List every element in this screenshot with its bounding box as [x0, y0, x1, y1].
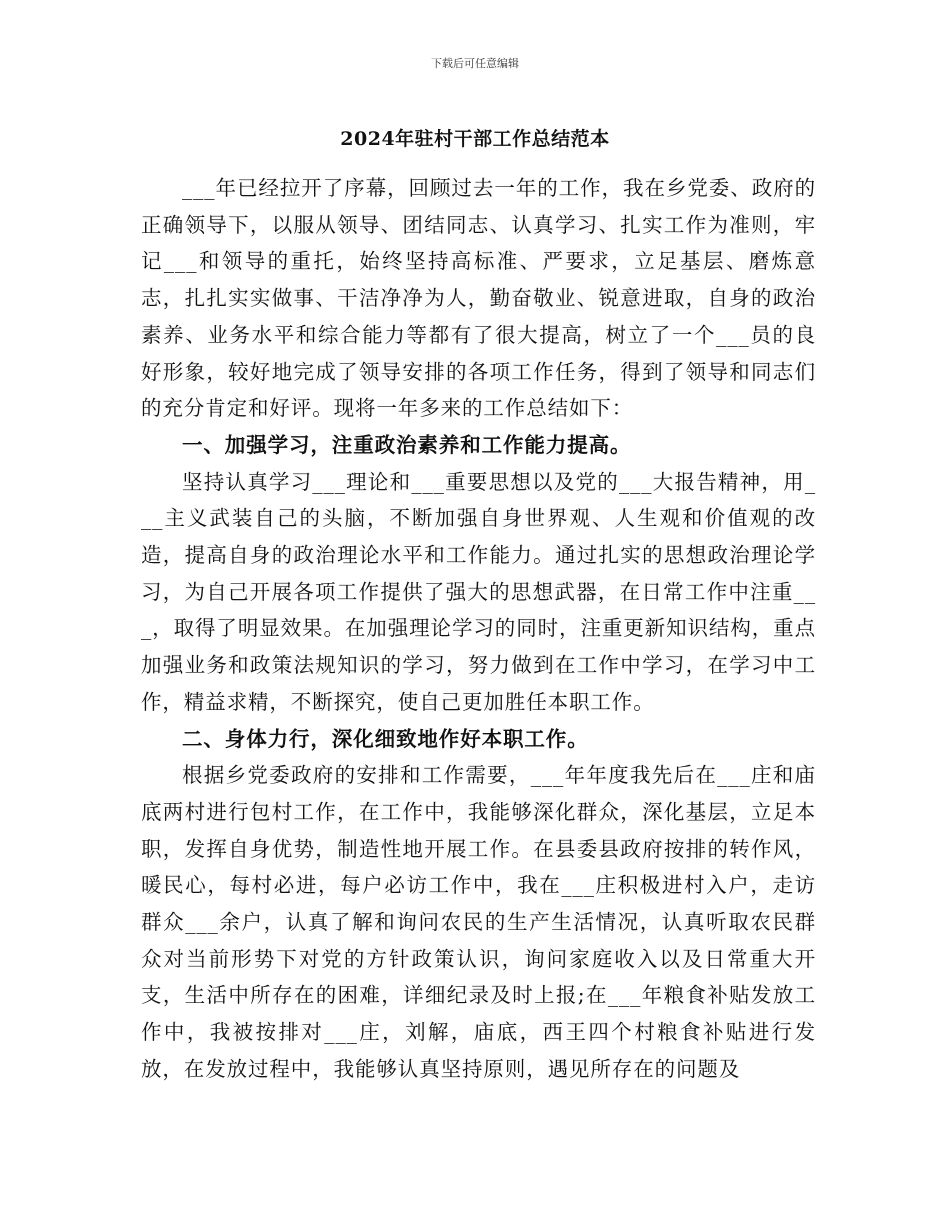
section-heading-1: 一、加强学习，注重政治素养和工作能力提高。 [182, 432, 632, 457]
section-1-paragraph: 坚持认真学习___理论和___重要思想以及党的___大报告精神，用___主义武装自己的头脑，不断加强自身世界观、人生观和价值观的改造，提高自身的政治理论水平和工作能力。通过扎实的思想政治理论学习，为自己开展各项工作提供了强大的思想武器，在日常工作中注重___，取得了明显效果。在加强理论学习的同时，注重更新知识结构，重点加强业务和政策法规知识的学习，努力做到在工作中学习，在学习中工作，精益求精，不断探究，使自己更加胜任本职工作。 [141, 469, 816, 714]
section-2-paragraph: 根据乡党委政府的安排和工作需要，___年年度我先后在___庄和庙底两村进行包村工作，在工作中，我能够深化群众，深化基层，立足本职，发挥自身优势，制造性地开展工作。在县委县政府按排的转作风，暖民心，每村必进，每户必访工作中，我在___庄积极进村入户，走访群众___余户，认真了解和询问农民的生产生活情况，认真听取农民群众对当前形势下对党的方针政策认识，询问家庭收入以及日常重大开支，生活中所存在的困难，详细纪录及时上报;在___年粮食补贴发放工作中，我被按排对___庄，刘解，庙底，西王四个村粮食补贴进行发放，在发放过程中，我能够认真坚持原则，遇见所存在的问题及 [141, 763, 816, 1081]
header-note: 下载后可任意编辑 [431, 57, 519, 70]
intro-paragraph: ___年已经拉开了序幕，回顾过去一年的工作，我在乡党委、政府的正确领导下，以服从领导、团结同志、认真学习、扎实工作为准则，牢记___和领导的重托，始终坚持高标准、严要求，立足基层、磨炼意志，扎扎实实做事、干洁净净为人，勤奋敬业、锐意进取，自身的政治素养、业务水平和综合能力等都有了很大提高，树立了一个___员的良好形象，较好地完成了领导安排的各项工作任务，得到了领导和同志们的充分肯定和好评。现将一年多来的工作总结如下： [141, 176, 816, 421]
section-heading-2: 二、身体力行，深化细致地作好本职工作。 [182, 726, 589, 751]
document-body [141, 170, 816, 1088]
document-title: 2024年驻村干部工作总结范本 [340, 128, 610, 150]
